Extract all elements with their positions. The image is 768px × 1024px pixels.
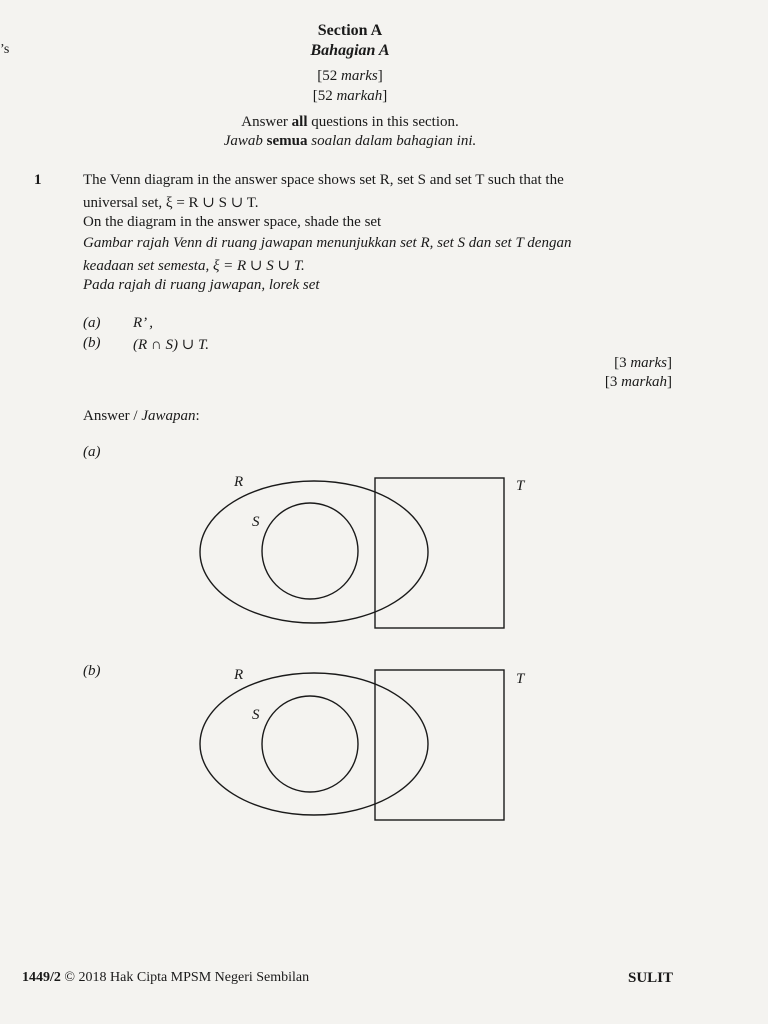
set-s-circle[interactable] [262, 696, 358, 792]
section-title-en: Section A [317, 22, 383, 39]
margin-mark: ’s [0, 42, 10, 57]
set-r-ellipse[interactable] [200, 673, 428, 815]
set-s-label: S [252, 707, 260, 723]
instruction-ms: Jawab semua soalan dalam bahagian ini. [223, 133, 477, 149]
question-ms-line2: keadaan set semesta, ξ = R ∪ S ∪ T. [83, 258, 305, 274]
set-s-label: S [252, 514, 260, 530]
diagram-b-part-label: (b) [83, 663, 101, 679]
venn-diagram-a [190, 468, 540, 638]
set-r-label: R [234, 667, 244, 683]
footer-copyright: 1449/2 © 2018 Hak Cipta MPSM Negeri Sembilan [22, 970, 310, 985]
set-t-label: T [516, 478, 525, 494]
section-marks-en: [52 marks] [317, 68, 383, 84]
question-ms-line3: Pada rajah di ruang jawapan, lorek set [83, 277, 320, 293]
section-title-ms: Bahagian A [310, 42, 390, 59]
question-marks-en: [3 marks] [614, 355, 672, 371]
instruction-en: Answer all questions in this section. [241, 114, 459, 130]
set-t-rectangle[interactable] [375, 670, 504, 820]
venn-diagram-b [190, 660, 540, 830]
question-ms-line1: Gambar rajah Venn di ruang jawapan menunjukkan set R, set S dan set T dengan [83, 235, 572, 251]
part-b-expression: (R ∩ S) ∪ T. [133, 337, 210, 353]
part-a-expression: R’ , [133, 315, 153, 331]
question-en-line1: The Venn diagram in the answer space shows set R, set S and set T such that the [83, 172, 564, 188]
question-en-line2: universal set, ξ = R ∪ S ∪ T. [83, 195, 259, 211]
section-marks-ms: [52 markah] [312, 88, 388, 104]
question-en-line3: On the diagram in the answer space, shade the set [83, 214, 382, 230]
part-b-label: (b) [83, 335, 101, 351]
set-r-label: R [234, 474, 244, 490]
answer-label: Answer / Jawapan: [83, 408, 200, 424]
set-t-rectangle[interactable] [375, 478, 504, 628]
question-marks-ms: [3 markah] [604, 374, 672, 390]
footer-sulit: SULIT [628, 970, 674, 986]
part-a-label: (a) [83, 315, 101, 331]
question-number: 1 [34, 172, 42, 188]
set-s-circle[interactable] [262, 503, 358, 599]
set-r-ellipse[interactable] [200, 481, 428, 623]
diagram-a-part-label: (a) [83, 444, 101, 460]
set-t-label: T [516, 671, 525, 687]
